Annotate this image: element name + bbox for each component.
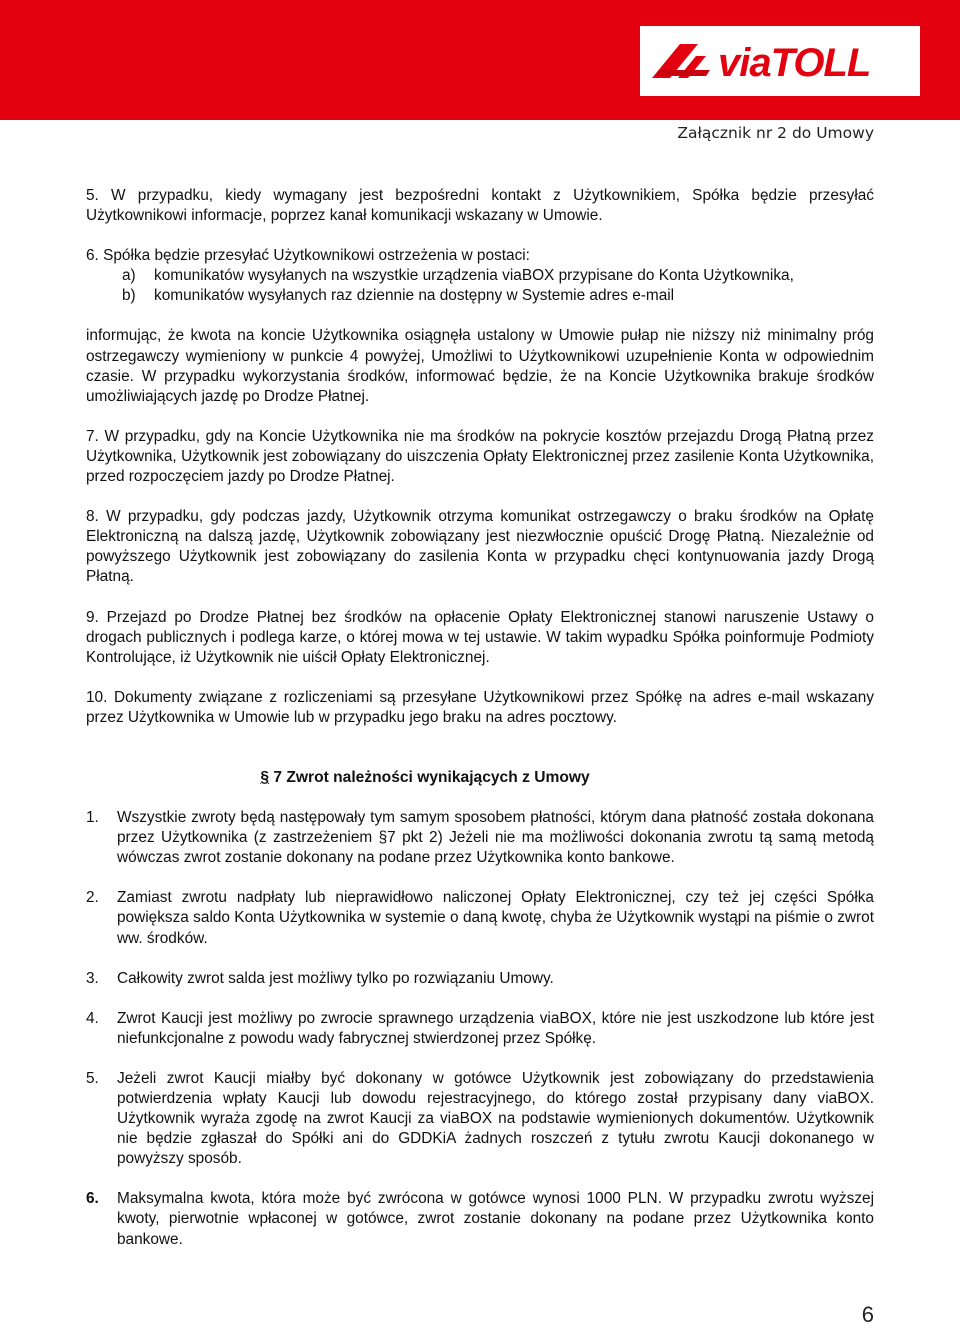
document-body [86, 186, 874, 1270]
sublist-label: b) [122, 287, 136, 305]
viatoll-logo-graphic [640, 26, 920, 96]
paragraph-6-sublist [122, 266, 874, 306]
list-item-number: 6. [86, 1190, 99, 1208]
sublist-item [122, 286, 874, 306]
list-item [86, 969, 874, 989]
paragraph-9: 9. Przejazd po Drodze Płatnej bez środków na opłacenie Opłaty Elektronicznej stanowi naruszenie Ustawy o drogach publicznych i podlega karze, o której mowa w tej ustawie. W takim wypadku Spółka poinformuje Podmioty Kontrolujące, iż Użytkownik nie uiścił Opłaty Elektronicznej. [86, 608, 874, 666]
viatoll-logo [640, 26, 920, 96]
logo-text: viaTOLL [718, 41, 871, 85]
list-item-text: Jeżeli zwrot Kaucji miałby być dokonany w gotówce Użytkownik jest zobowiązany do przedstawienia potwierdzenia wpłaty Kaucji lub dowodu rejestracyjnego, do którego został przypisany dany viaBOX. Użytkownik wyraża zgodę na zwrot Kaucji za viaBOX na podstawie wymienionych dokumentów. Użytkownik nie będzie zgłaszał do Spółki ani do GDDKiA żadnych roszczeń z tytułu zwrotu Kaucji dokonanego w powyższy sposób. [117, 1069, 874, 1168]
sublist-text: komunikatów wysyłanych raz dziennie na dostępny w Systemie adres e-mail [154, 287, 675, 305]
sublist-text: komunikatów wysyłanych na wszystkie urządzenia viaBOX przypisane do Konta Użytkownika, [154, 267, 794, 285]
sublist-item [122, 266, 874, 286]
list-item-number: 2. [86, 889, 99, 907]
list-item-number: 1. [86, 809, 99, 827]
section-title: 7 Zwrot należności wynikających z Umowy [273, 768, 590, 786]
header-band [0, 0, 960, 120]
paragraph-8: 8. W przypadku, gdy podczas jazdy, Użytkownik otrzyma komunikat ostrzegawczy o braku środków na Opłatę Elektroniczną na dalszą jazdę, Użytkownik zobowiązany jest niezwłocznie opuścić Drogę Płatną. Niezależnie od powyższego Użytkownik jest zobowiązany do zasilenia Konta w przypadku chęci kontynuowania jazdy Drogą Płatną. [86, 508, 874, 586]
list-item [86, 1009, 874, 1049]
list-item-text: Wszystkie zwroty będą następowały tym samym sposobem płatności, którym dana płatność została dokonana przez Użytkownika (z zastrzeżeniem §7 pkt 2) Jeżeli nie ma możliwości dokonania zwrotu tą samą metodą wówczas zwrot zostanie dokonany na podane przez Użytkownika konto bankowe. [117, 809, 874, 867]
list-item-text: Zwrot Kaucji jest możliwy po zwrocie sprawnego urządzenia viaBOX, które nie jest uszkodzone lub które jest niefunkcjonalne z powodu wady fabrycznej stwierdzonej przez Spółkę. [117, 1009, 874, 1047]
numbered-list [86, 808, 874, 1250]
page-number: 6 [861, 1302, 874, 1327]
list-item [86, 1069, 874, 1169]
list-item-number: 4. [86, 1009, 99, 1027]
section-sign: § [260, 768, 270, 786]
list-item-text: Zamiast zwrotu nadpłaty lub nieprawidłowo naliczonej Opłaty Elektronicznej, czy też jej części Spółka powiększa saldo Konta Użytkownika w systemie o daną kwotę, chyba że Użytkownik wystąpi na piśmie o zwrot ww. środków. [117, 889, 874, 947]
list-item-number: 3. [86, 969, 99, 987]
list-item-text: Całkowity zwrot salda jest możliwy tylko po rozwiązaniu Umowy. [117, 969, 554, 987]
annex-label: Załącznik nr 2 do Umowy [677, 124, 874, 142]
list-item-text: Maksymalna kwota, która może być zwrócona w gotówce wynosi 1000 PLN. W przypadku zwrotu wyższej kwoty, pierwotnie wpłaconej w gotówce, zwrot zostanie dokonany na podane przez Użytkownika konto bankowe. [117, 1190, 874, 1248]
section-heading [86, 768, 874, 788]
paragraph-6-intro: 6. Spółka będzie przesyłać Użytkownikowi ostrzeżenia w postaci: [86, 247, 530, 265]
paragraph-7: 7. W przypadku, gdy na Koncie Użytkownika nie ma środków na pokrycie kosztów przejazdu Drogą Płatną przez Użytkownika, Użytkownik jest zobowiązany do uiszczenia Opłaty Elektronicznej przez zasilenie Konta Użytkownika, przed rozpoczęciem jazdy po Drodze Płatnej. [86, 427, 874, 486]
list-item [86, 1189, 874, 1249]
list-item [86, 808, 874, 868]
list-item [86, 888, 874, 948]
list-item-number: 5. [86, 1069, 99, 1087]
paragraph-5: 5. W przypadku, kiedy wymagany jest bezpośredni kontakt z Użytkownikiem, Spółka będzie przesyłać Użytkownikowi informacje, poprzez kanał komunikacji wskazany w Umowie. [86, 187, 874, 225]
sublist-label: a) [122, 267, 136, 285]
paragraph-10: 10. Dokumenty związane z rozliczeniami są przesyłane Użytkownikowi przez Spółkę na adres e-mail wskazany przez Użytkownika w Umowie lub w przypadku jego braku na adres pocztowy. [86, 688, 874, 726]
paragraph-6-continuation: informując, że kwota na koncie Użytkownika osiągnęła ustalony w Umowie pułap nie niższy niż minimalny próg ostrzegawczy wymieniony w punkcie 4 powyżej, Umożliwi to Użytkownikowi uzupełnienie Konta w odpowiednim czasie. W przypadku wykorzystania środków, informować będzie, że na Koncie Użytkownika brakuje środków umożliwiających jazdę po Drodze Płatnej. [86, 327, 874, 405]
